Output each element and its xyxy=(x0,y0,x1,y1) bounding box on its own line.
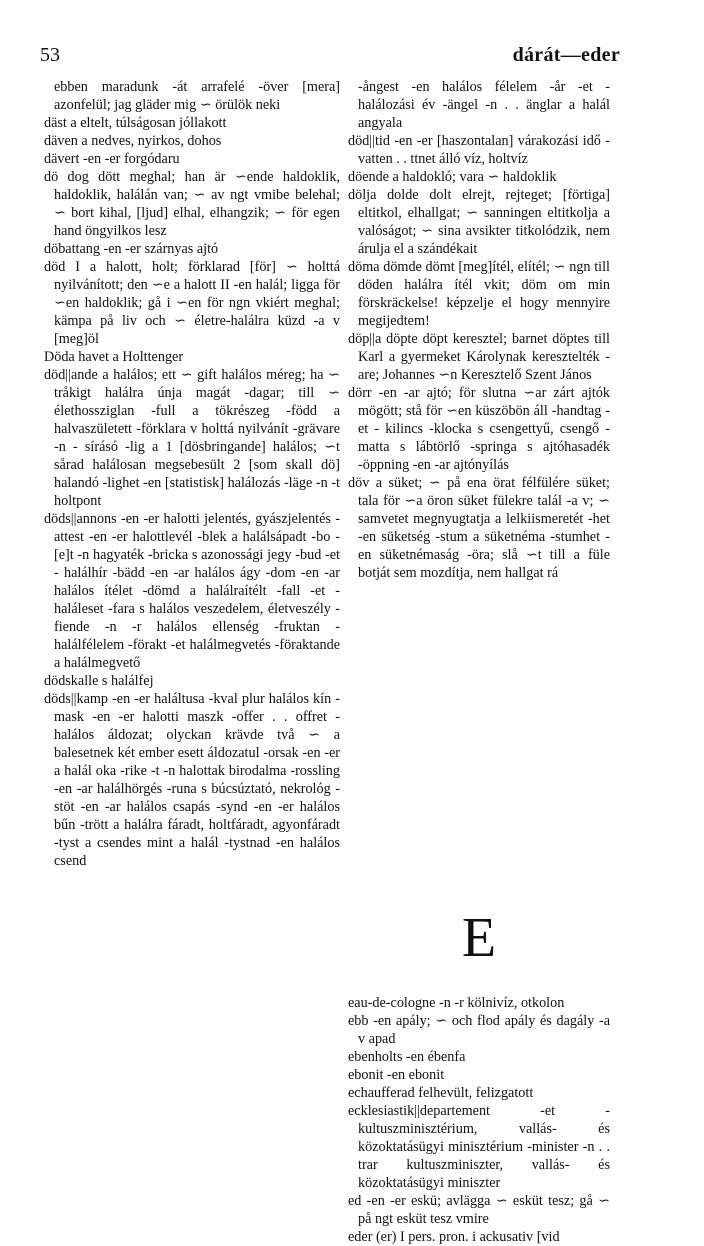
right-column-bottom xyxy=(348,994,610,1246)
dictionary-entry: ebonit -en ebonit xyxy=(348,1067,445,1083)
dictionary-entry: döma dömde dömt [meg]ítél, elítél; ∽ ngn till döden halálra ítél vkit; döm om min förskräckelse! képzelje el hogy mennyire megijedtem! xyxy=(348,259,610,329)
dictionary-entry: ebenholts -en ébenfa xyxy=(348,1049,466,1065)
dictionary-entry: död||ande a halálos; ett ∽ gift halálos méreg; ha ∽ tråkigt halálra únja magát -dagar; till ∽ élethossziglan -full a tökrészeg -född a halvaszületett -förklara v holttá nyilvánít -grävare -n - sírásó -lig a 1 [dösbringande] halálos; ∽t sårad halálosan megsebesült 2 [som skall dö] halandó -lighet -en [statistisk] halálozás -läge -n -t holtpont xyxy=(44,367,340,509)
dictionary-entry: död||tid -en -er [haszontalan] várakozási idő -vatten . . ttnet álló víz, holtvíz xyxy=(348,133,610,167)
dictionary-entry: eau-de-cologne -n -r kölnivíz, otkolon xyxy=(348,995,565,1011)
dictionary-entry: dörr -en -ar ajtó; för slutna ∽ar zárt ajtók mögött; stå för ∽en küszöbön áll -handtag -et - kilincs -klocka s csengettyű, csengő -matta s lábtörlő -springa s ajtóhasadék -öppning -en -ar ajtónyílás xyxy=(348,385,610,473)
page-number: 53 xyxy=(40,44,60,66)
dictionary-entry: död I a halott, holt; förklarad [för] ∽ holttá nyilvánított; den ∽e a halott II -en halál; ligga för ∽en haldoklik; gå i ∽en för ngn vkiért meghal; kämpa på liv och ∽ életre-halálra küzd -a v [meg]öl xyxy=(44,259,340,347)
running-head: dárát—eder xyxy=(512,44,620,66)
dictionary-entry: eder (er) I pers. pron. i ackusativ [vid xyxy=(348,1229,560,1245)
dictionary-entry: dödskalle s halálfej xyxy=(44,673,154,689)
dictionary-entry: echaufferad felhevült, felizgatott xyxy=(348,1085,534,1101)
left-column xyxy=(44,78,340,870)
dictionary-entry: ebb -en apály; ∽ och flod apály és dagály -a v apad xyxy=(348,1013,610,1047)
dictionary-entry: ecklesiastik||departement -et - kultuszminisztérium, vallás- és közoktatásügyi minisztérium -minister -n . . trar kultuszminiszter, vallás- és közoktatásügyi miniszter xyxy=(348,1103,610,1191)
dictionary-entry: ed -en -er eskü; avlägga ∽ esküt tesz; gå ∽ på ngt esküt tesz vmire xyxy=(348,1193,610,1227)
right-column-top xyxy=(348,78,610,582)
dictionary-entry: Döda havet a Holttenger xyxy=(44,349,184,365)
dictionary-entry: döds||kamp -en -er haláltusa -kval plur halálos kín -mask -en -er halotti maszk -offer . . offret - halálos áldozat; olyckan krävde två ∽ a balesetnek két ember esett áldozatul -orsak -en -er a halál oka -rike -t -n halottak birodalma -rossling -en -ar halálhörgés -runa s búcsúztató, nekrológ -stöt -en -ar halálos csapás -synd -en -er halálos bűn -trött a halálra fáradt, holtfáradt, agyonfáradt -tyst a csendes mint a halál -tystnad -en halálos csend xyxy=(44,691,340,869)
right-column xyxy=(348,78,610,1246)
dictionary-entry: däst a eltelt, túlságosan jóllakott xyxy=(44,115,227,131)
entry-continuation: ebben maradunk -át arrafelé -över [mera] azonfelül; jag gläder mig ∽ örülök neki xyxy=(54,79,340,113)
dictionary-entry: döds||annons -en -er halotti jelentés, gyászjelentés -attest -en -er halottlevél -blek a halálsápadt -bo -[e]t -n hagyaték -bricka s azonossági jegy -bud -et - halálhír -bädd -en -ar halálos ágy -dom -en -ar halálos ítélet -dömd a halálraítélt -fall -et - haláleset -fara s halálos veszedelem, életveszély -fiende -n -r halálos ellenség -fruktan - halálfélelem -förakt -et halálmegvetés -föraktande a halálmegvető xyxy=(44,511,340,671)
dictionary-entry: dölja dolde dolt elrejt, rejteget; [förtiga] eltitkol, elhallgat; ∽ sanningen eltitkolja a valóságot; ∽ sina avsikter titkolódzik, nem árulja el a szándékait xyxy=(348,187,610,257)
dictionary-entry: dö dog dött meghal; han är ∽ende haldoklik, haldoklik, halálán van; ∽ av ngt vmibe belehal; ∽ bort kihal, [ljud] elhal, elhangzik; ∽ för egen hand öngyilkos lesz xyxy=(44,169,340,239)
dictionary-entry: döp||a döpte döpt keresztel; barnet döptes till Karl a gyermeket Károlynak keresztelték -are; Johannes ∽n Keresztelő Szent János xyxy=(348,331,610,383)
dictionary-entry: döende a haldokló; vara ∽ haldoklik xyxy=(348,169,557,185)
letter-heading: E xyxy=(461,907,497,969)
dictionary-entry: dävert -en -er forgódaru xyxy=(44,151,180,167)
dictionary-entry: döv a süket; ∽ på ena örat félfülére süket; tala för ∽a öron süket fülekre talál -a v; ∽ samvetet megnyugtatja a lelkiismeretét -het -en süketség -stum a süketnéma -stumhet -en süketnémaság -öra; slå ∽t till a füle botját sem mozdítja, nem hallgat rá xyxy=(348,475,610,581)
dictionary-entry: däven a nedves, nyirkos, dohos xyxy=(44,133,222,149)
entry-continuation: -ångest -en halálos félelem -år -et - halálozási év -ängel -n . . änglar a halál angyala xyxy=(358,79,610,131)
dictionary-entry: döbattang -en -er szárnyas ajtó xyxy=(44,241,219,257)
